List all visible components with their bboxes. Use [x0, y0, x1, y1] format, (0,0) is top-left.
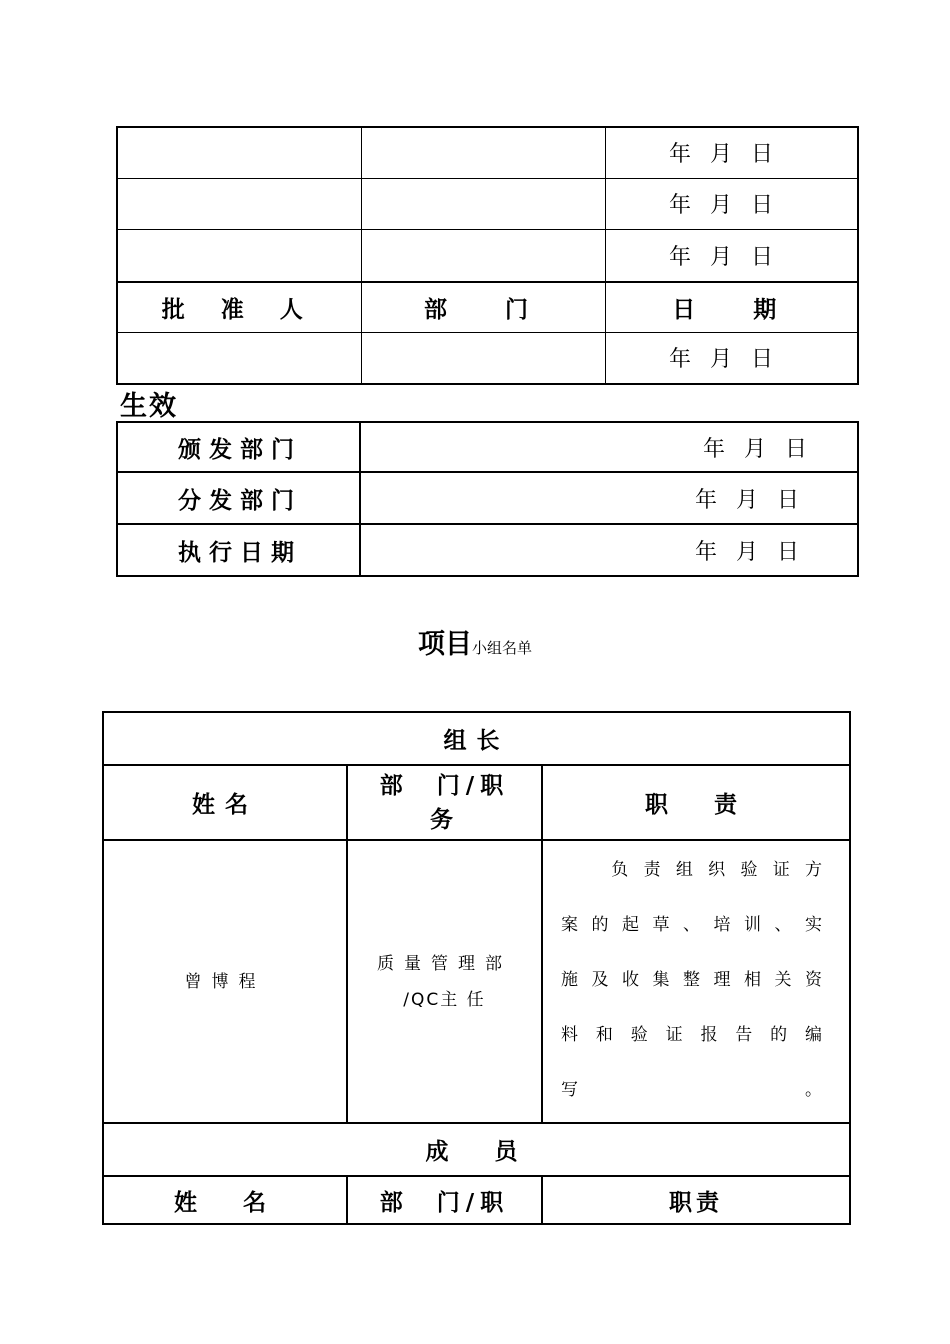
member-column-header-row — [103, 1176, 850, 1224]
department-cell — [361, 178, 605, 229]
team-table — [102, 711, 851, 1225]
department-cell — [361, 332, 605, 384]
column-header-row — [103, 765, 850, 840]
department-cell — [361, 127, 605, 178]
date-cell: 年 月 日 — [605, 127, 858, 178]
approver-cell — [117, 178, 361, 229]
date-cell: 年 月 日 — [360, 524, 858, 576]
approval-table — [116, 126, 859, 385]
date-cell: 年 月 日 — [360, 472, 858, 524]
table-row — [117, 332, 858, 384]
member-name-column-header: 姓 名 — [103, 1176, 347, 1224]
date-cell: 年 月 日 — [605, 229, 858, 282]
table-row — [117, 472, 858, 524]
leader-duty-text: 负责组织验证方案的起草、培训、实施及收集整理相关资料和验证报告的编写。 — [561, 860, 836, 1100]
member-header-row — [103, 1123, 850, 1176]
approver-header: 批 准 人 — [117, 282, 361, 332]
leader-name: 曾博程 — [103, 840, 347, 1123]
effective-date-label: 执行日期 — [117, 524, 360, 576]
leader-header: 组长 — [103, 712, 850, 765]
table-row — [117, 127, 858, 178]
approval-header-row — [117, 282, 858, 332]
member-dept-column-header: 部 门/职 — [347, 1176, 542, 1224]
team-list-title-sub: 小组名单 — [471, 639, 532, 657]
approver-cell — [117, 229, 361, 282]
member-duty-column-header: 职责 — [542, 1176, 850, 1224]
section-title: 生效 — [120, 391, 178, 422]
issuing-department-label: 颁发部门 — [117, 422, 360, 472]
distribution-department-label: 分发部门 — [117, 472, 360, 524]
leader-row — [103, 840, 850, 1123]
dept-column-header: 部 门/职务 — [347, 765, 542, 840]
team-list-title-main: 项目 — [417, 629, 472, 660]
leader-header-row — [103, 712, 850, 765]
table-row — [117, 422, 858, 472]
date-cell: 年 月 日 — [605, 332, 858, 384]
department-header: 部 门 — [361, 282, 605, 332]
name-column-header: 姓名 — [103, 765, 347, 840]
leader-dept-line1: 质量管理部 — [377, 953, 512, 974]
approver-cell — [117, 332, 361, 384]
approver-cell — [117, 127, 361, 178]
leader-duty — [542, 840, 850, 1123]
date-cell: 年 月 日 — [605, 178, 858, 229]
leader-dept — [347, 840, 542, 1123]
table-row — [117, 178, 858, 229]
date-header: 日 期 — [605, 282, 858, 332]
table-row — [117, 229, 858, 282]
table-row — [117, 524, 858, 576]
effect-table — [116, 421, 859, 577]
leader-dept-line2: /QC主 任 — [403, 989, 486, 1010]
date-cell: 年 月 日 — [360, 422, 858, 472]
department-cell — [361, 229, 605, 282]
team-list-title — [0, 622, 950, 661]
member-header: 成 员 — [103, 1123, 850, 1176]
duty-column-header: 职 责 — [542, 765, 850, 840]
